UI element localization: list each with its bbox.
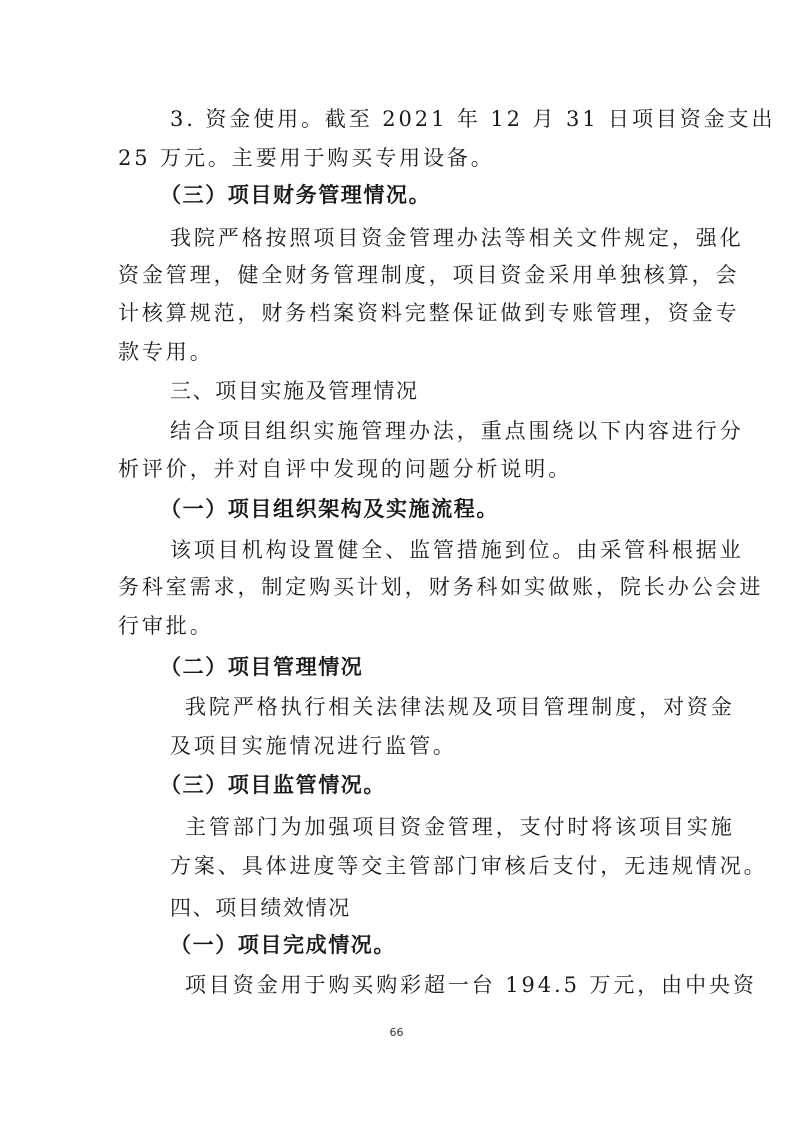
paragraph-implementation-line-2: 析评价，并对自评中发现的问题分析说明。 <box>118 457 573 481</box>
heading-project-management: （二）项目管理情况 <box>160 655 364 679</box>
paragraph-funds-usage-line-1: 3. 资金使用。截至 2021 年 12 月 31 日项目资金支出 <box>170 107 776 131</box>
paragraph-finance-line-3: 计核算规范，财务档案资料完整保证做到专账管理，资金专 <box>118 301 740 325</box>
paragraph-finance-line-2: 资金管理，健全财务管理制度，项目资金采用单独核算，会 <box>118 263 740 287</box>
heading-supervision: （三）项目监管情况。 <box>160 773 386 797</box>
paragraph-finance-line-4: 款专用。 <box>118 340 214 364</box>
paragraph-organization-line-1: 该项目机构设置健全、监管措施到位。由采管科根据业 <box>170 538 744 562</box>
paragraph-implementation-line-1: 结合项目组织实施管理办法，重点围绕以下内容进行分 <box>170 419 744 443</box>
heading-project-completion: （一）项目完成情况。 <box>170 933 396 957</box>
paragraph-finance-line-1: 我院严格按照项目资金管理办法等相关文件规定，强化 <box>170 226 744 250</box>
heading-implementation-management: 三、项目实施及管理情况 <box>170 379 419 403</box>
heading-organization-process: （一）项目组织架构及实施流程。 <box>160 497 499 521</box>
heading-performance: 四、项目绩效情况 <box>170 896 351 920</box>
paragraph-funds-usage-line-2: 25 万元。主要用于购买专用设备。 <box>118 146 495 170</box>
page-number: 66 <box>389 1026 404 1039</box>
paragraph-supervision-line-2: 方案、具体进度等交主管部门审核后支付，无违规情况。 <box>170 854 768 878</box>
paragraph-management-line-2: 及项目实施情况进行监管。 <box>170 734 457 758</box>
paragraph-management-line-1: 我院严格执行相关法律法规及项目管理制度，对资金 <box>185 695 735 719</box>
paragraph-completion-line-1: 项目资金用于购买购彩超一台 194.5 万元，由中央资 <box>185 973 757 997</box>
paragraph-organization-line-3: 行审批。 <box>118 614 214 638</box>
paragraph-organization-line-2: 务科室需求，制定购买计划，财务科如实做账，院长办公会进 <box>118 575 764 599</box>
heading-finance-management: （三）项目财务管理情况。 <box>160 183 432 207</box>
paragraph-supervision-line-1: 主管部门为加强项目资金管理，支付时将该项目实施 <box>185 815 735 839</box>
